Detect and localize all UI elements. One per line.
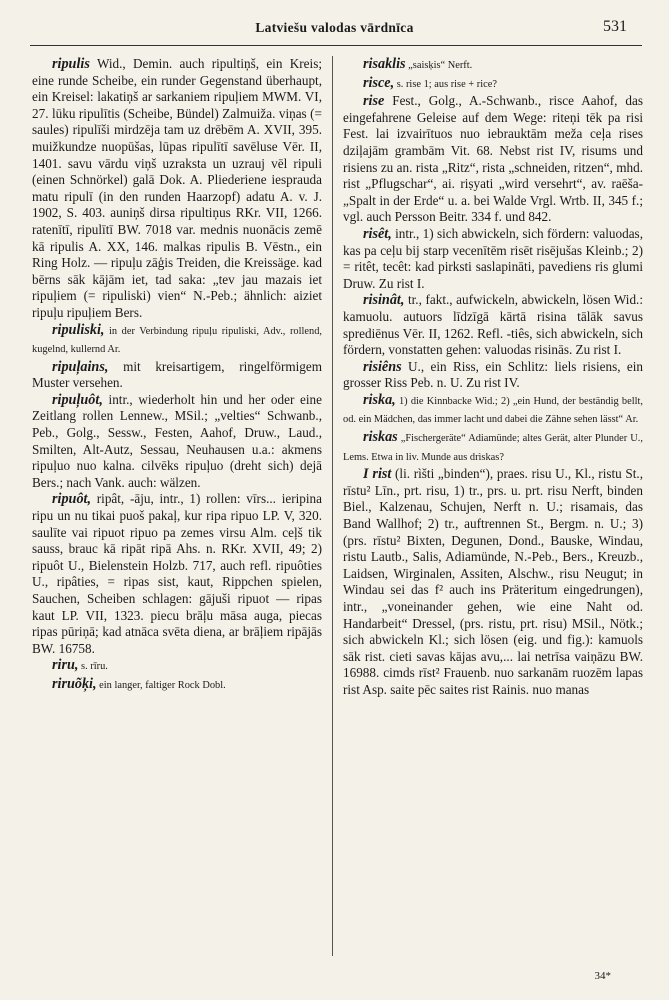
entry-headword: risaklis — [363, 56, 406, 72]
running-title: Latviešu valodas vārdnīca — [255, 20, 414, 35]
entry-definition: intr., wiederholt hin und her oder eine Zeitlang rollen Lennew., MSil.; „velties“ Schwanb., Peb., Golg., Sessw., Festen, Aahof, Druw., Laud., Smilten, Alt-Autz, Sessau, Neuhausen u.a.: akmens ripuļuo nuo kalna. cilvēks ripuļuo (dreht sich) dejā Bers.; nach Vank. auch: wälzen. — [32, 391, 322, 490]
entry-headword: ripuliski, — [52, 321, 105, 338]
right-column — [343, 56, 643, 699]
entry-headword: risinât, — [363, 292, 405, 309]
dictionary-entry — [343, 429, 643, 466]
page-number: 531 — [603, 18, 627, 35]
entry-definition: ripât, -āju, intr., 1) rollen: vīrs... ieripina ripu un nu tikai puoš pakaļ, kur ripa ripuo LP. V, 320. saulīte vai ripuot ripuo pa zemes virsu Alm. ceļš tik sauss, brauc kā ripāt ripā Ahs. n. RKr. XVII, 49; 2) ripuôt U., Bielenstein Holzb. 717, auch refl. ripuôties U., ripâties, = ripas sist, kaut, Rippchen spielen, Sauchen, Scheiben schlagen: gājuši ripuot — ripas kaut LP. VII, 1323. piecu brāļu māsa auga, piecas ripas pūriņā; kad atnāca svēta diena, ar brāļiem ripājās BW. 16758. — [32, 491, 322, 656]
entry-headword: risêt, — [363, 225, 392, 242]
entry-headword: rise — [363, 93, 385, 110]
entry-definition: (li. rìšti „binden“), praes. risu U., Kl., ristu St., rīstu² Līn., prt. risu, 1) tr., prs. u. prt. risu Nerft, binden Biel., Kalzenau, Schujen, Nerft n. U.; risamais, das Band Wallhof; 2) tr., auftrennen St., Bergm. n. U.; 3) (prs. rīstu² Bixten, Degunen, Dond., Bauske, Windau, ristu Lautb., Salis, Adiamünde, N.-Peb., Bers., Kreuzb., Laidsen, Wirginalen, Assiten, Alschw., risu Neugut; in Windau sei das f² auch ins Präteritum eingedrungen), intr., „voneinander gehen, wie eine Naht od. Handarbeit“ Dressel, (prs. ristu, prt. risu) MSil., Nötk.; sich abwickeln Kl.; sich lösen (eig. und fig.): kamuols sāk rist. cieti savas kājas avu,... lai netrīsa vaiņāzu BW. 16988. cimds rīst² Frauenb. nuo sarkanām ruozēm lapas rist Asp. saite pēc saites rist Rainis. nuo manas — [343, 466, 644, 697]
entry-headword: riru, — [52, 657, 79, 674]
dictionary-entry — [343, 56, 643, 75]
dictionary-entry — [343, 292, 643, 358]
signature-mark: 34* — [594, 970, 611, 982]
dictionary-entry — [343, 392, 643, 429]
entry-definition: mit kreisartigem, ringelförmigem Muster versehen. — [32, 358, 322, 391]
entry-definition: 1) die Kinnbacke Wid.; 2) „ein Hund, der beständig bellt, od. ein Mädchen, das immer lacht und dabei die Zähne sehen lässt“ Ar. — [343, 395, 643, 426]
dictionary-entry — [343, 75, 643, 94]
entry-headword: riskas — [363, 429, 398, 446]
entry-headword: I rist — [363, 466, 392, 483]
entry-definition: „Fischergeräte“ Adiamünde; altes Gerät, alter Plunder U., Lems. Etwa in liv. Munde aus drìskas? — [343, 433, 643, 463]
entry-headword: risce, — [363, 74, 395, 91]
dictionary-entry — [343, 466, 643, 698]
dictionary-entry — [32, 676, 322, 695]
entry-definition: „saisķis“ Nerft. — [405, 60, 473, 71]
dictionary-entry — [343, 359, 643, 392]
entry-headword: ripuļuôt, — [52, 391, 103, 408]
entry-headword: riruõķi, — [52, 675, 97, 692]
dictionary-entry — [32, 491, 322, 657]
dictionary-entry — [32, 392, 322, 492]
entry-definition: s. rise 1; aus rise + rice? — [394, 78, 497, 90]
dictionary-entry — [32, 359, 322, 392]
entry-definition: U., ein Riss, ein Schlitz: liels risiens, ein grosser Riss Peb. n. U. Zu rist IV. — [343, 358, 643, 391]
dictionary-entry — [32, 657, 322, 676]
column-divider — [332, 56, 333, 956]
entry-definition: intr., 1) sich abwickeln, sich fördern: valuodas, kas pa ceļu bij starp vecenītēm risēt risējušas Kleinb.; 2) = ritêt, tecêt: kad pirksti saslapināti, pavediens ris glumi Druw. Zu rist I. — [343, 225, 643, 291]
entry-definition: in der Verbindung ripuļu ripuliski, Adv., rollend, kugelnd, kullernd Ar. — [32, 325, 322, 356]
left-column — [32, 56, 322, 695]
entry-headword: ripuôt, — [52, 491, 92, 508]
dictionary-entry — [343, 226, 643, 292]
dictionary-entry — [343, 93, 643, 226]
dictionary-entry — [32, 322, 322, 359]
entry-headword: ripuļains, — [52, 358, 109, 375]
entry-definition: tr., fakt., aufwickeln, abwickeln, lösen Wid.: kamuolu. autuors līdzīgā kārtā risina tālāk savus sprediēnus Vēr. II, 1262. Refl. -tiês, sich abwickeln, sich fördern, vonstatten gehen: valuodas risinās. Zu rist I. — [343, 292, 643, 358]
entry-definition: ein langer, faltiger Rock Dobl. — [96, 679, 226, 691]
entry-headword: ripulis — [52, 56, 90, 72]
page-header — [0, 18, 669, 44]
entry-headword: riska, — [363, 391, 396, 408]
entry-headword: risiêns — [363, 358, 402, 375]
entry-definition: Fest., Golg., A.-Schwanb., risce Aahof, das eingefahrene Geleise auf dem Wege: riteņi tēk pa risi Fest. lai izvairītuos nuo iebrauktām meža ceļa rises dziļajām grambām Vit. 68. Nebst rist IV, risums und risiens zu an. rista „Ritz“, rista „schneiden, ritzen“, mhd. rist „Pflugschar“, ai. riṣyati „wird versehrt“, av. raēša- „Spalt in der Erde“ u. a. bei Walde Vrgl. Wrtb. II, 345 f.; vgl. auch Persson Beitr. 334 f. und 842. — [343, 93, 643, 225]
dictionary-entry — [32, 56, 322, 322]
header-rule — [30, 45, 642, 46]
entry-definition: s. rīru. — [78, 661, 108, 673]
entry-definition: Wid., Demin. auch ripultiņš, ein Kreis; eine runde Scheibe, ein runder Gegenstand überhaupt, ein Kreisel: lakatiņš ar sarkaniem ripuļiem MWM. VI, 27. lūku ripulītis (Scheibe, Bündel) Zalmuiža. viņas (= saules) ripulīši mirdzēja tam uz drēbēm A. XVII, 395. muižkundze nuopūšas, lūpas ripulītī savēluse Vēr. II, 1401. savu vārdu viņš uzraksta un uzrauj vēl ripuli (einen Schnörkel) galā Dok. A. Pliederiene iesprauda matu ripulī (in den runden Haarzopf) adatu A. v. J. 1902, S. 403. auniņš dirsa ripultiņus RKr. VII, 1266. ratenītī, ripulītī BW. 7018 var. mednis nuonācis zemē kā ripulis A. XX, 146. malkas ripulis B. Vēstn., ein Ring Holz. — ripuļu zāģis Treiden, die Kreissäge. kad bērns sāk kājām iet, tad saka: „tev jau mazais iet ripuļiem (= ripuliski) vien“ N.-Peb.; ähnlich: aiziet ripuļu ripuļiem Bers. — [32, 56, 322, 320]
